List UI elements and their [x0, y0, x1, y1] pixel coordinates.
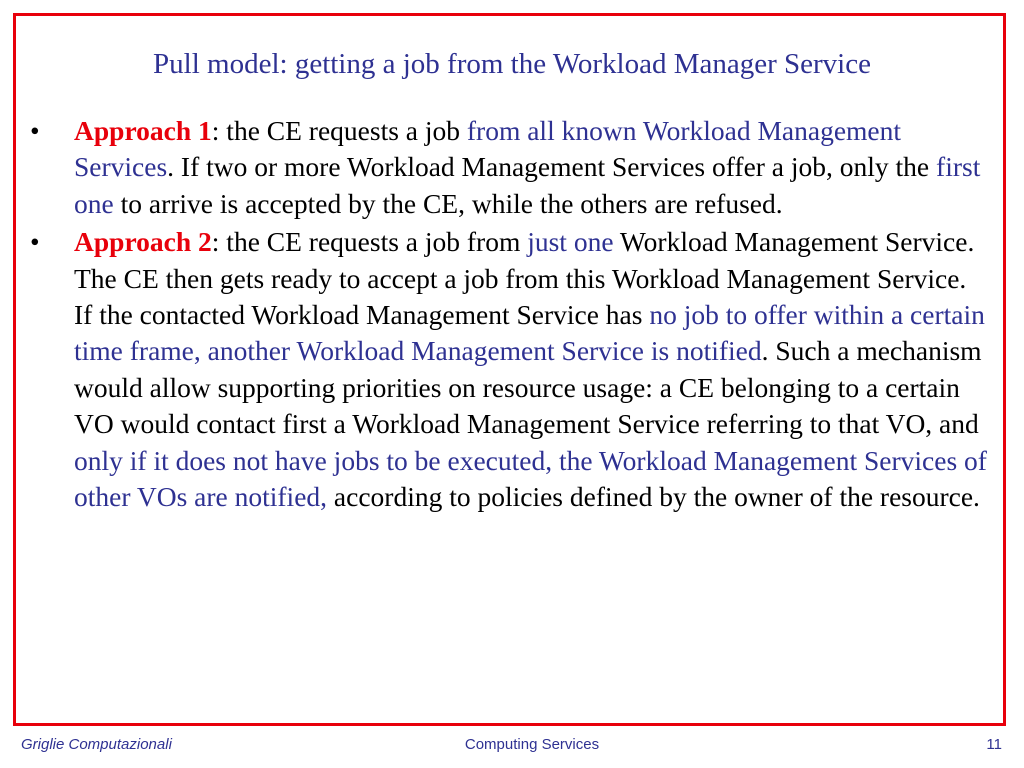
footer-section-title: Computing Services	[464, 736, 600, 753]
footer-course-name: Griglie Computazionali	[21, 736, 172, 753]
bullet-text: according to policies defined by the owner of the resource.	[327, 481, 980, 513]
highlighted-text: first one	[74, 151, 981, 219]
approach-label: Approach 1	[74, 115, 212, 146]
approach-label: Approach 2	[74, 226, 212, 258]
bullet-text: : the CE requests a job	[211, 115, 467, 146]
bullet-text: . Such a mechanism would allow supporting priorities on resource usage: a CE belonging to a certain VO would contact first a Workload Management Service referring to that VO, and	[74, 335, 982, 440]
footer-page-number: 11	[986, 736, 1002, 753]
bullet-marker: •	[30, 115, 40, 146]
highlighted-text: just one	[527, 226, 614, 258]
bullet-text: . If two or more Workload Management Services offer a job, only the	[167, 151, 937, 183]
slide-title: Pull model: getting a job from the Workload Manager Service	[153, 48, 871, 80]
bullet-approach-2	[30, 224, 990, 515]
bullet-text: Workload Management Service. The CE then gets ready to accept a job from this Workload Management Service. If the contacted Workload Management Service has	[74, 226, 975, 331]
highlighted-text: only if it does not have jobs to be executed, the Workload Management Services of other VOs are notified,	[74, 444, 987, 513]
bullet-marker: •	[30, 226, 40, 258]
highlighted-text: from all known Workload Management Services	[74, 115, 902, 183]
highlighted-text: no job to offer within a certain time frame, another Workload Management Service is notified	[74, 299, 985, 367]
bullet-list	[30, 113, 990, 517]
bullet-text: : the CE requests a job from	[211, 226, 528, 258]
bullet-text: to arrive is accepted by the CE, while the others are refused.	[113, 187, 783, 219]
bullet-approach-1	[30, 113, 990, 222]
